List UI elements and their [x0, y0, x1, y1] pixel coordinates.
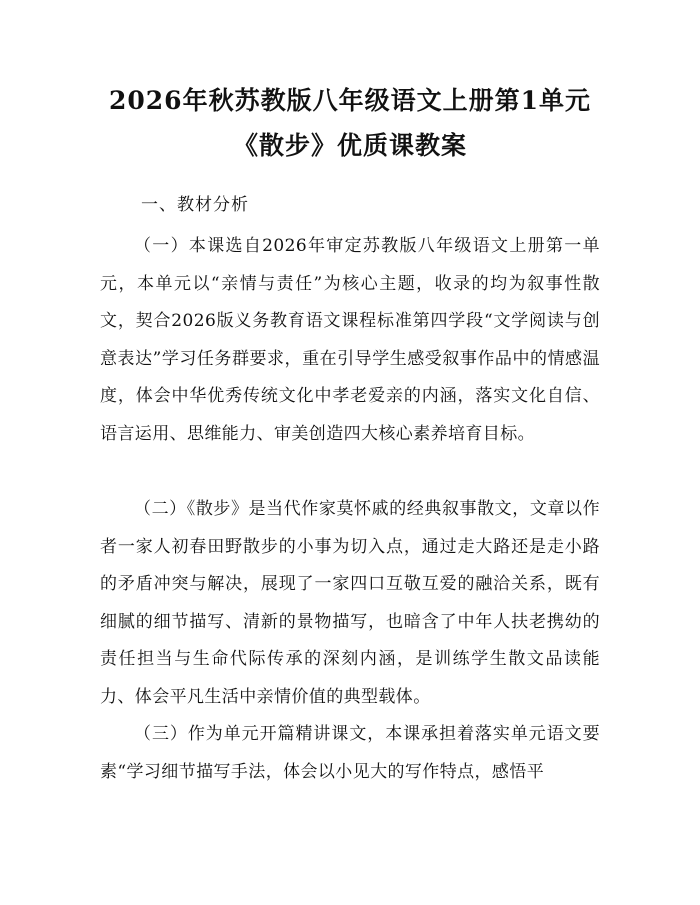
body-paragraph-2: （二）《散步》是当代作家莫怀戚的经典叙事散文，文章以作者一家人初春田野散步的小事为切入点，通过走大路还是走小路的矛盾冲突与解决，展现了一家四口互敬互爱的融洽关系，既有细腻的细节描写、清新的景物描写，也暗含了中年人扶老携幼的责任担当与生命代际传承的深刻内涵，是训练学生散文品读能力、体会平凡生活中亲情价值的典型载体。 [100, 499, 600, 707]
body-paragraph-3: （三）作为单元开篇精讲课文，本课承担着落实单元语文要素“学习细节描写手法，体会以小见大的写作特点，感悟平 [100, 724, 600, 782]
body-paragraph-1: （一）本课选自2026年审定苏教版八年级语文上册第一单元，本单元以“亲情与责任”为核心主题，收录的均为叙事性散文，契合2026版义务教育语文课程标准第四学段“文学阅读与创意表达”学习任务群要求，重在引导学生感受叙事作品中的情感温度，体会中华优秀传统文化中孝老爱亲的内涵，落实文化自信、语言运用、思维能力、审美创造四大核心素养培育目标。 [100, 236, 600, 444]
section-heading: 一、教材分析 [141, 195, 249, 215]
document-title-line-1: 2026年秋苏教版八年级语文上册第1单元 [109, 86, 591, 115]
document-title-line-2: 《散步》优质课教案 [232, 131, 467, 160]
